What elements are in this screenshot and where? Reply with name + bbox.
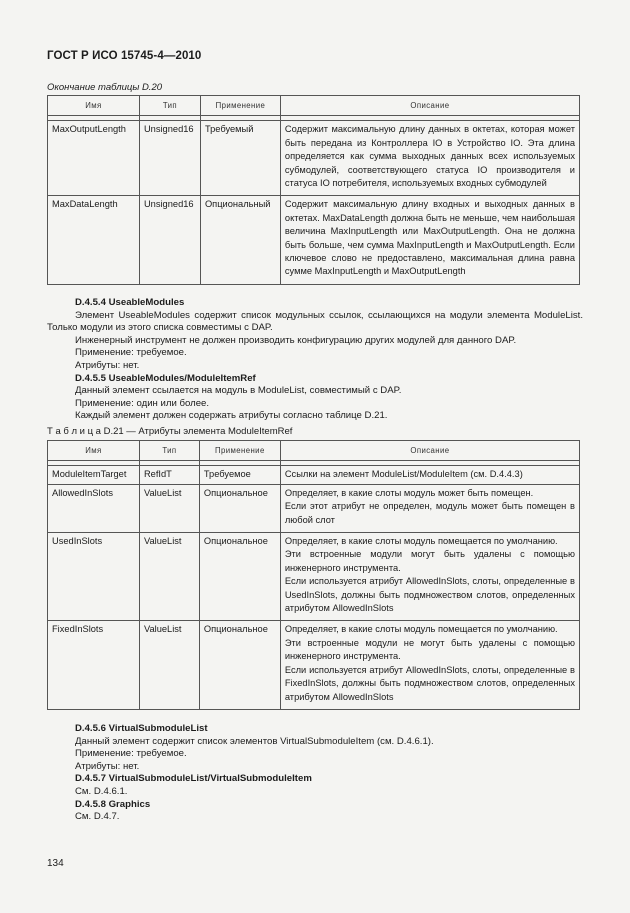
section-useable-modules — [47, 297, 583, 423]
column-header: Имя — [48, 96, 140, 116]
table-d21 — [47, 440, 580, 710]
cell-name: UsedInSlots — [48, 533, 140, 621]
column-header: Применение — [199, 441, 280, 461]
description-line: Определяет, в какие слоты модуль помещается по умолчанию. — [284, 536, 558, 547]
paragraph: Применение: один или более. — [75, 397, 210, 409]
column-header: Тип — [139, 96, 200, 116]
section-heading: D.4.5.7 VirtualSubmoduleList/VirtualSubmoduleItem — [75, 773, 312, 785]
section-heading: D.4.5.8 Graphics — [75, 798, 151, 810]
table-row — [48, 466, 580, 484]
document-header: ГОСТ Р ИСО 15745-4—2010 — [47, 50, 202, 62]
paragraph: См. D.4.7. — [75, 811, 120, 823]
cell-type: ValueList — [139, 621, 199, 709]
table-header-row — [48, 441, 580, 461]
table-row — [48, 533, 580, 621]
table-row — [48, 196, 580, 284]
table-row — [48, 121, 580, 196]
paragraph: Данный элемент ссылается на модуль в ModuleList, совместимый с DAP. — [75, 385, 402, 397]
table-header-row — [48, 96, 580, 116]
cell-description — [280, 484, 579, 532]
paragraph: Атрибуты: нет. — [75, 359, 140, 371]
cell-usage: Опциональное — [199, 621, 280, 709]
cell-name: MaxOutputLength — [48, 121, 140, 196]
column-header: Тип — [139, 441, 199, 461]
description-line: Если используется атрибут AllowedInSlots, слоты, определенные в UsedInSlots, должны быть подмножеством слотов, определенных атрибутом AllowedInSlots — [284, 576, 575, 614]
description-line: Эти встроенные модули не могут быть удалены с помощью инженерного инструмента. — [284, 637, 575, 662]
section-virtual-submodule-list — [47, 723, 583, 824]
cell-usage: Опциональное — [199, 484, 280, 532]
cell-type: Unsigned16 — [139, 196, 200, 284]
cell-description: Содержит максимальную длину входных и выходных данных в октетах. MaxDataLength должна быть не меньше, чем наибольшая величина MaxInputLength или MaxOutputLength. Она не должна быть больше, чем сумма MaxInputLength и MaxOutputLength. Если ключевое слово не предоставлено, максимальная длина равна сумме MaxInputLength и MaxOutputLength — [280, 196, 579, 284]
cell-type: Unsigned16 — [139, 121, 200, 196]
cell-type: ValueList — [139, 533, 199, 621]
cell-description — [280, 621, 579, 709]
cell-usage: Опциональное — [199, 533, 280, 621]
table2-caption: Т а б л и ц а D.21 — Атрибуты элемента ModuleItemRef — [47, 426, 293, 437]
description-line: Если используется атрибут AllowedInSlots, слоты, определенные в FixedInSlots, должны быть подмножеством слотов, определенных атрибутом AllowedInSlots — [284, 664, 575, 702]
paragraph: Элемент UseableModules содержит список модульных ссылок, ссылающихся на модули элемента ModuleList. Только модули из этого списка совместимы с DAP. — [47, 309, 583, 334]
paragraph: Инженерный инструмент не должен производить конфигурацию других модулей для данного DAP. — [75, 334, 517, 346]
paragraph: Применение: требуемое. — [75, 748, 187, 760]
paragraph: Применение: требуемое. — [75, 347, 187, 359]
cell-name: MaxDataLength — [48, 196, 140, 284]
cell-name: ModuleItemTarget — [48, 466, 140, 484]
paragraph: Данный элемент содержит список элементов VirtualSubmoduleItem (см. D.4.6.1). — [75, 735, 434, 747]
cell-type: ValueList — [139, 484, 199, 532]
table-d20-end — [47, 95, 580, 285]
cell-usage: Требуемый — [200, 121, 280, 196]
description-line: Эти встроенные модули могут быть удалены с помощью инженерного инструмента. — [284, 549, 575, 573]
section-heading: D.4.5.4 UseableModules — [75, 297, 185, 308]
paragraph: Каждый элемент должен содержать атрибуты согласно таблице D.21. — [75, 410, 388, 422]
description-line: Ссылки на элемент ModuleList/ModuleItem (см. D.4.4.3) — [284, 469, 523, 480]
section-heading: D.4.5.5 UseableModules/ModuleItemRef — [75, 372, 256, 384]
cell-description: Содержит максимальную длину данных в октетах, которая может быть передана из Контроллера IO в Устройство IO. Эта длина определяется как сумма выходных данных всех используемых субмодулей, соответствующего статуса IO производителя и статуса IO потребителя, используемых входных субмодулей — [280, 121, 579, 196]
cell-name: AllowedInSlots — [48, 484, 140, 532]
table-row — [48, 621, 580, 709]
cell-type: RefIdT — [139, 466, 199, 484]
description-line: Определяет, в какие слоты модуль может быть помещен. — [284, 487, 534, 498]
cell-description — [280, 533, 579, 621]
page-number: 134 — [47, 858, 64, 869]
description-line: Определяет, в какие слоты модуль помещается по умолчанию. — [284, 624, 558, 635]
paragraph: См. D.4.6.1. — [75, 785, 128, 797]
column-header: Описание — [280, 96, 579, 116]
paragraph: Атрибуты: нет. — [75, 760, 140, 772]
cell-usage: Опциональный — [200, 196, 280, 284]
column-header: Применение — [200, 96, 280, 116]
description-line: Если этот атрибут не определен, модуль может быть помещен в любой слот — [284, 501, 575, 525]
column-header: Описание — [280, 441, 579, 461]
cell-name: FixedInSlots — [48, 621, 140, 709]
table1-caption: Окончание таблицы D.20 — [47, 82, 163, 93]
table-row — [48, 484, 580, 532]
cell-description — [280, 466, 579, 484]
column-header: Имя — [48, 441, 140, 461]
section-heading: D.4.5.6 VirtualSubmoduleList — [75, 723, 208, 734]
cell-usage: Требуемое — [199, 466, 280, 484]
